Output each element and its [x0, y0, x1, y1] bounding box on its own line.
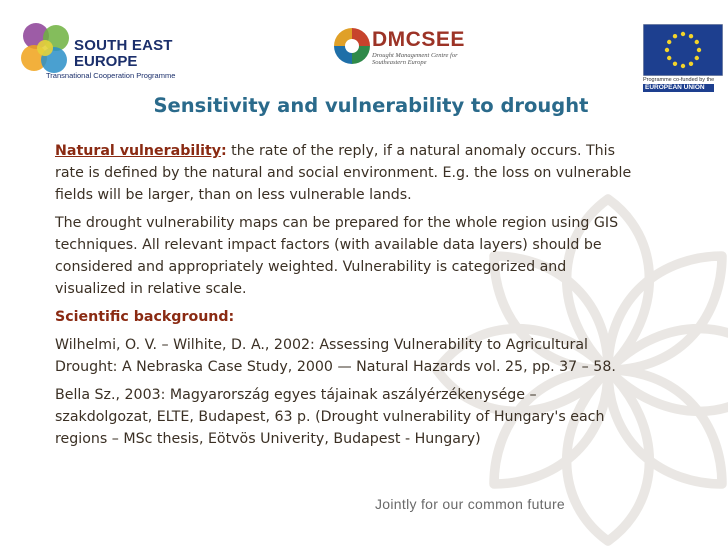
paragraph-natural-vulnerability: [55, 140, 637, 206]
slide-title: Sensitivity and vulnerability to drought: [153, 94, 589, 117]
eu-union-label: EUROPEAN UNION: [643, 84, 714, 92]
reference-wilhelmi: Wilhelmi, O. V. – Wilhite, D. A., 2002: Assessing Vulnerability to Agricultural Drought: A Nebraska Case Study, 2000 — Natural Hazards vol. 25, pp. 37 – 58.: [55, 337, 616, 375]
eu-logo-caption: [643, 77, 714, 92]
paragraph-1-text: the rate of the reply, if a natural anomaly occurs. This rate is defined by the natural and social environment. E.g. the loss on vulnerable fields will be larger, than on less vulnerable lands.: [55, 143, 632, 203]
reference-bella: Bella Sz., 2003: Magyarország egyes tájainak aszályérzékenysége – szakdolgozat, ELTE, Budapest, 63 p. (Drought vulnerability of Hungary's each regions – MSc thesis, Eötvös Univerity, Budapest - Hungary): [55, 387, 605, 447]
see-logo-line1: SOUTH EAST: [74, 37, 173, 54]
paragraph-gis-maps: The drought vulnerability maps can be prepared for the whole region using GIS techniques. All relevant impact factors (with available data layers) should be considered and appropriately weighted. Vulnerability is categorized and visualized in relative scale.: [55, 215, 619, 297]
footer-tagline: Jointly for our common future: [375, 496, 565, 512]
term-colon: :: [220, 143, 227, 159]
see-logo-text: [46, 37, 176, 80]
see-programme-logo: [14, 18, 204, 90]
eu-logo: [643, 24, 723, 94]
dmcsee-logo-subtitle: Drought Management Centre for Southeastern Europe: [372, 52, 458, 66]
see-logo-line3: Transnational Cooperation Programme: [46, 71, 176, 80]
see-logo-line2: EUROPE: [74, 53, 138, 70]
dmcsee-logo-icon: [330, 24, 374, 68]
term-natural-vulnerability: Natural vulnerability: [55, 143, 221, 159]
dmcsee-logo-name: DMCSEE: [372, 28, 465, 51]
section-heading-scientific-background: Scientific background:: [55, 309, 235, 325]
eu-flag-icon: [643, 24, 723, 76]
eu-caption-text: Programme co-funded by the: [643, 77, 715, 83]
dmcsee-logo: [330, 24, 480, 74]
slide-body: [55, 140, 637, 456]
